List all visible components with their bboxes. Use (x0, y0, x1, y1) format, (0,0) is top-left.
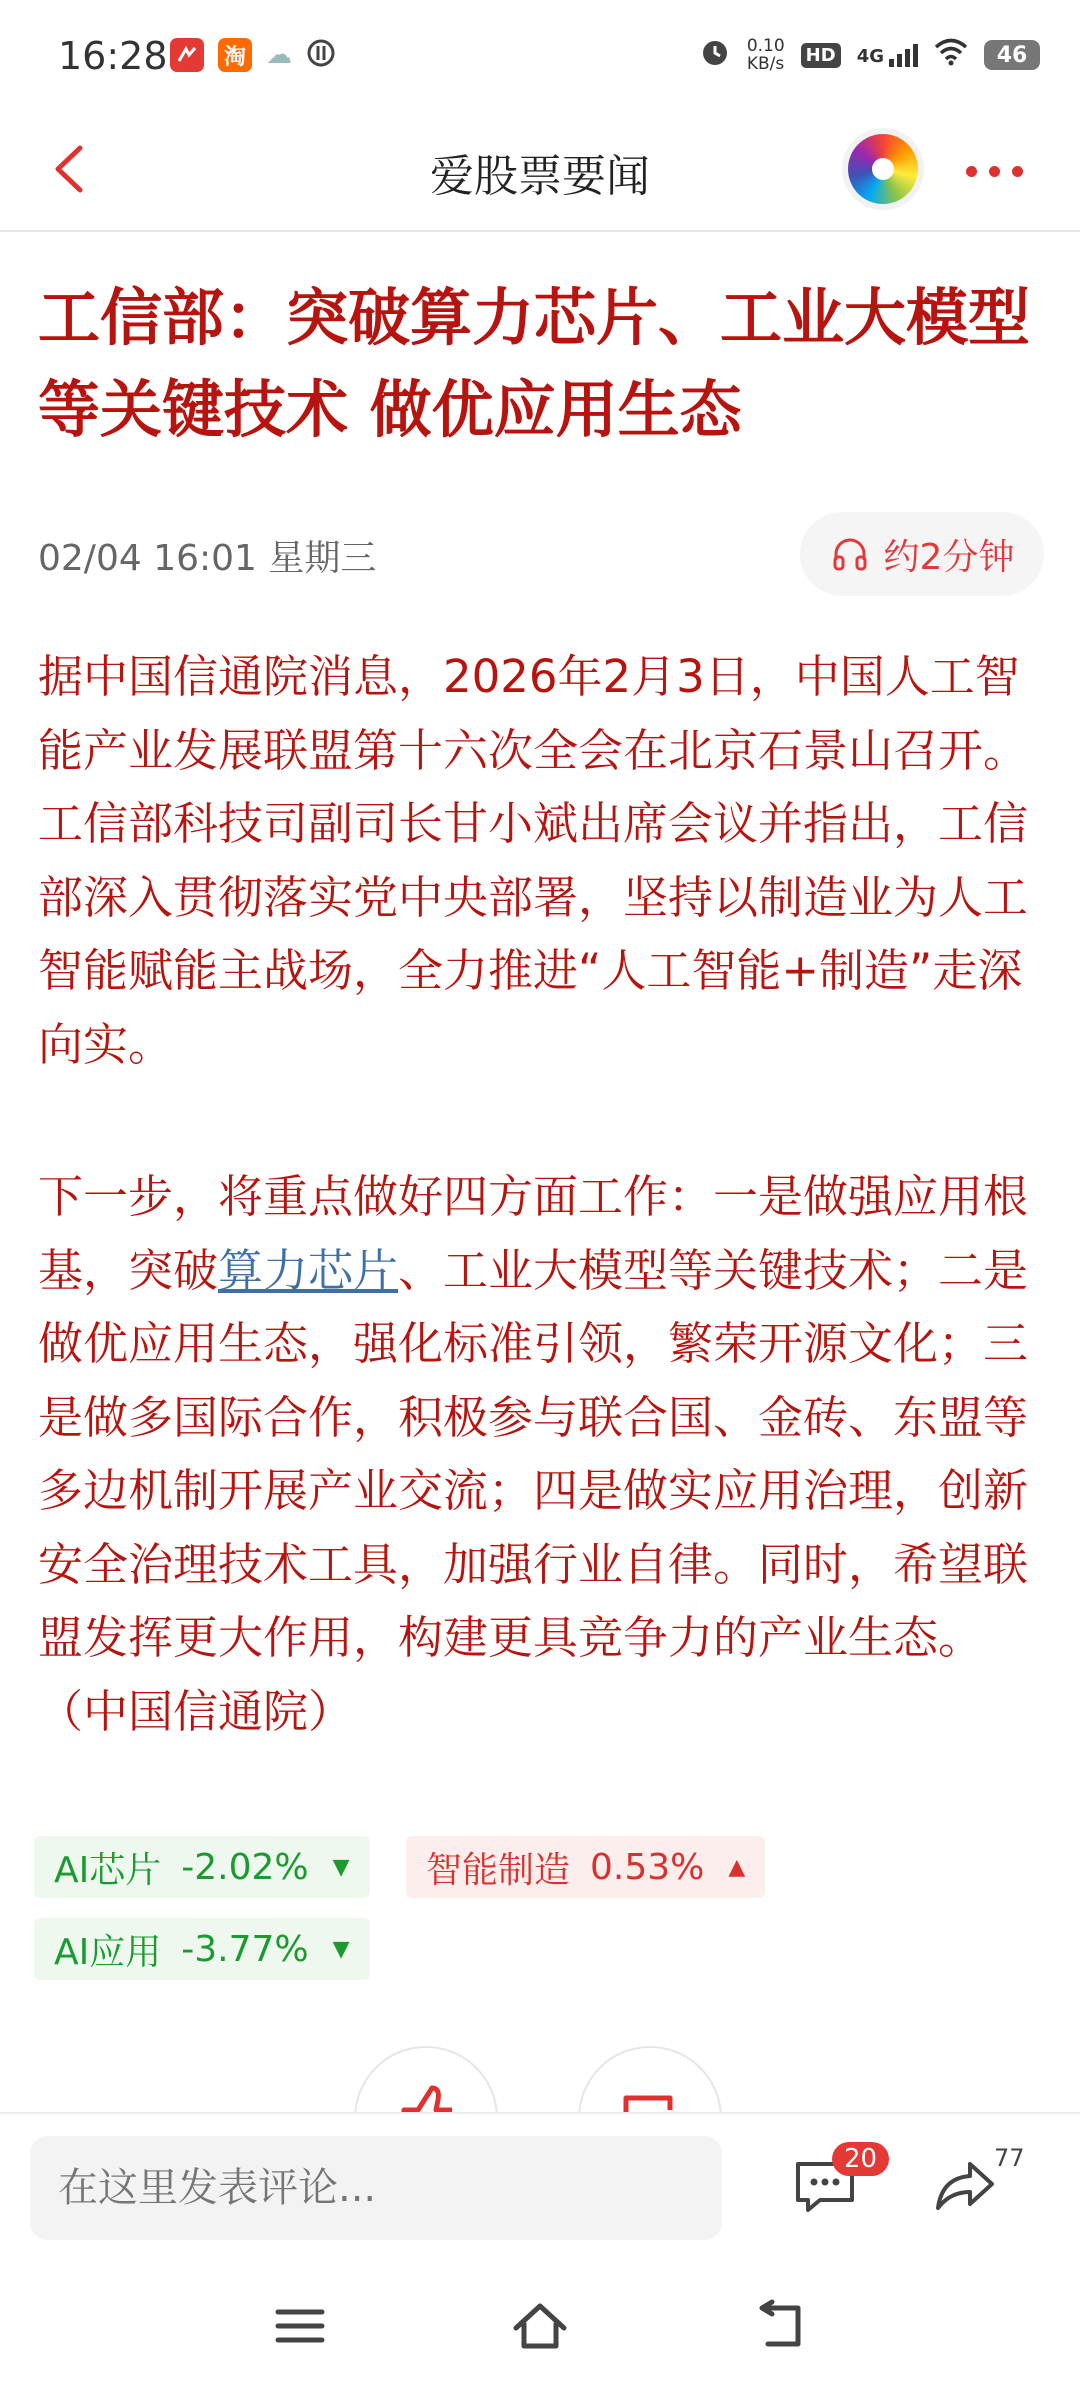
system-status-icons (699, 36, 1040, 74)
alarm-icon (699, 36, 731, 74)
status-time: 16:28 (58, 34, 168, 78)
concept-tag-ai-chip[interactable] (34, 1836, 370, 1898)
share-count: 77 (994, 2144, 1025, 2172)
tag-name: AI应用 (54, 1931, 162, 1973)
tag-change: -3.77% (181, 1928, 309, 1970)
paragraph-text: 、工业大模型等关键技术；二是做优应用生态，强化标准引领，繁荣开源文化；三是做多国际合作，积极参与联合国、金砖、东盟等多边机制开展产业交流；四是做实应用治理，创新安全治理技术工具，加强行业自律。同时，希望联盟发挥更大作用，构建更具竞争力的产业生态。（中国信通院） (38, 1243, 1029, 1738)
net-speed: 0.10 KB/s (746, 36, 785, 74)
article-headline: 工信部：突破算力芯片、工业大模型等关键技术 做优应用生态 (38, 281, 1031, 446)
computing-chip-link[interactable]: 算力芯片 (218, 1243, 399, 1297)
comment-input[interactable] (30, 2136, 722, 2240)
up-arrow-icon: ▲ (728, 1854, 746, 1880)
back-arrow-icon (752, 2298, 808, 2354)
dot-icon (1012, 166, 1023, 177)
stock-app-icon (170, 38, 204, 72)
circle-app-icon (306, 38, 336, 72)
listen-audio-button[interactable] (800, 512, 1044, 596)
wifi-icon (934, 38, 968, 72)
dot-icon (989, 166, 1000, 177)
tag-change: -2.02% (181, 1846, 309, 1888)
article-date: 02/04 16:01 星期三 (38, 538, 377, 579)
tag-name: AI芯片 (54, 1849, 162, 1891)
cloud-icon: ☁ (266, 40, 292, 70)
tag-change: 0.53% (590, 1846, 705, 1888)
headphones-icon (830, 534, 870, 574)
recent-apps-button[interactable] (272, 2298, 328, 2354)
concept-tag-ai-application[interactable] (34, 1918, 370, 1980)
article-paragraph-2 (38, 1160, 1048, 1748)
system-back-button[interactable] (752, 2298, 808, 2354)
listen-duration: 约2分钟 (883, 536, 1015, 578)
cell-signal-icon: 4G (857, 44, 918, 67)
page-title: 爱股票要闻 (430, 151, 650, 202)
share-button[interactable] (930, 2150, 1000, 2220)
taobao-icon: 淘 (218, 38, 252, 72)
top-nav-bar (0, 110, 1080, 232)
hd-badge: HD (801, 43, 841, 68)
down-arrow-icon: ▼ (332, 1854, 350, 1880)
notification-icons (170, 38, 336, 72)
tag-name: 智能制造 (426, 1849, 571, 1891)
comment-bar (0, 2112, 1080, 2264)
concept-tag-smart-manufacturing[interactable] (406, 1836, 765, 1898)
status-bar (0, 0, 1080, 110)
home-icon (512, 2298, 568, 2354)
dot-icon (966, 166, 977, 177)
share-arrow-icon (930, 2150, 1000, 2220)
paragraph-text: 下一步，将重点做好四方面工作：一是做强应用根基，突破 (38, 1170, 1029, 1297)
battery-icon: 46 (984, 40, 1040, 70)
home-button[interactable] (512, 2298, 568, 2354)
system-navigation-bar (0, 2262, 1080, 2388)
article-paragraph-1: 据中国信通院消息，2026年2月3日，中国人工智能产业发展联盟第十六次全会在北京石景山召开。工信部科技司副司长甘小斌出席会议并指出，工信部深入贯彻落实党中央部署，坚持以制造业为人工智能赋能主战场，全力推进“人工智能+制造”走深向实。 (38, 650, 1029, 1071)
colorwheel-icon[interactable] (848, 134, 918, 204)
down-arrow-icon: ▼ (332, 1936, 350, 1962)
comment-count-badge: 20 (832, 2142, 889, 2176)
more-options-button[interactable] (966, 146, 1046, 196)
menu-icon (272, 2298, 328, 2354)
